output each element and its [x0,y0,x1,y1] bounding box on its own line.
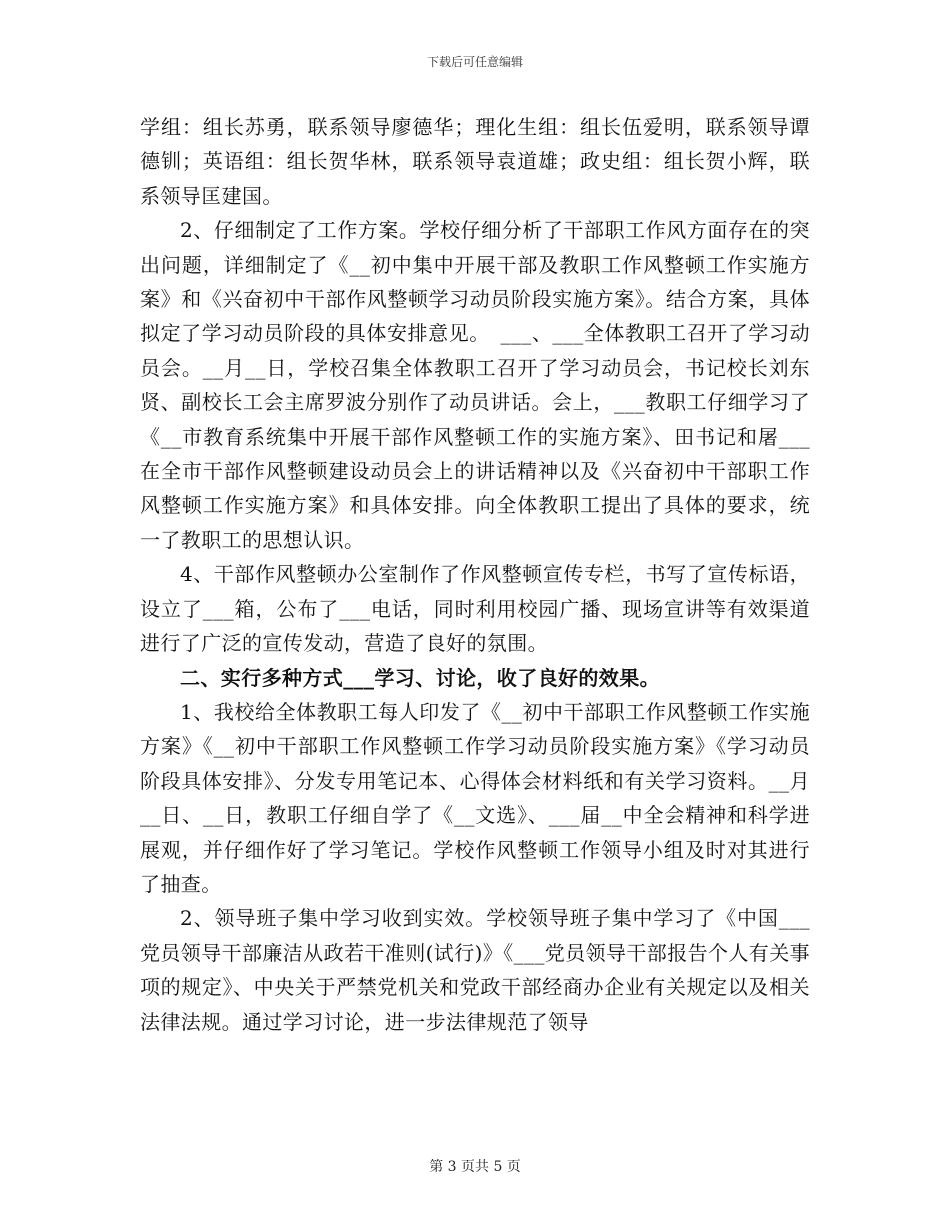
paragraph-work-plan: 2、仔细制定了工作方案。学校仔细分析了干部职工作风方面存在的突出问题，详细制定了《__初中集中开展干部及教职工作风整顿工作实施方案》和《兴奋初中干部作风整顿学习动员阶段实施方案》。结合方案，具体拟定了学习动员阶段的具体安排意见。 ___、___全体教职工召开了学习动员会。__月__日，学校召集全体教职工召开了学习动员会，书记校长刘东贤、副校长工会主席罗波分别作了动员讲话。会上，___教职工仔细学习了《__市教育系统集中开展干部作风整顿工作的实施方案》、田书记和屠___在全市干部作风整顿建设动员会上的讲话精神以及《兴奋初中干部职工作风整顿工作实施方案》和具体安排。向全体教职工提出了具体的要求，统一了教职工的思想认识。 [140,218,810,552]
paragraph-leadership-study: 2、领导班子集中学习收到实效。学校领导班子集中学习了《中国___党员领导干部廉洁从政若干准则(试行)》《___党员领导干部报告个人有关事项的规定》、中央关于严禁党机关和党政干部经商办企业有关规定以及相关法律法规。通过学习讨论，进一步法律规范了领导 [140,906,811,1034]
paragraph-publicity: 4、干部作风整顿办公室制作了作风整顿宣传专栏，书写了宣传标语，设立了___箱，公布了___电话，同时利用校园广播、现场宣讲等有效渠道进行了广泛的宣传发动，营造了良好的氛围。 [140,562,810,656]
document-body [140,110,810,1039]
section-heading: 二、实行多种方式___学习、讨论，收了良好的效果。 [180,665,660,690]
paragraph-self-study: 1、我校给全体教职工每人印发了《__初中干部职工作风整顿工作实施方案》《__初中干部职工作风整顿工作学习动员阶段实施方案》《学习动员阶段具体安排》、分发专用笔记本、心得体会材料纸和有关学习资料。__月__日、__日，教职工仔细自学了《__文选》、___届__中全会精神和科学进展观，并仔细作好了学习笔记。学校作风整顿工作领导小组及时对其进行了抽查。 [140,699,810,896]
page-header: 下载后可任意编辑 [426,55,523,69]
paragraph-continuation: 学组：组长苏勇，联系领导廖德华；理化生组：组长伍爱明，联系领导谭德钏；英语组：组长贺华林，联系领导袁道雄；政史组：组长贺小辉，联系领导匡建国。 [140,115,810,208]
page-number: 第 3 页共 5 页 [429,1159,521,1175]
